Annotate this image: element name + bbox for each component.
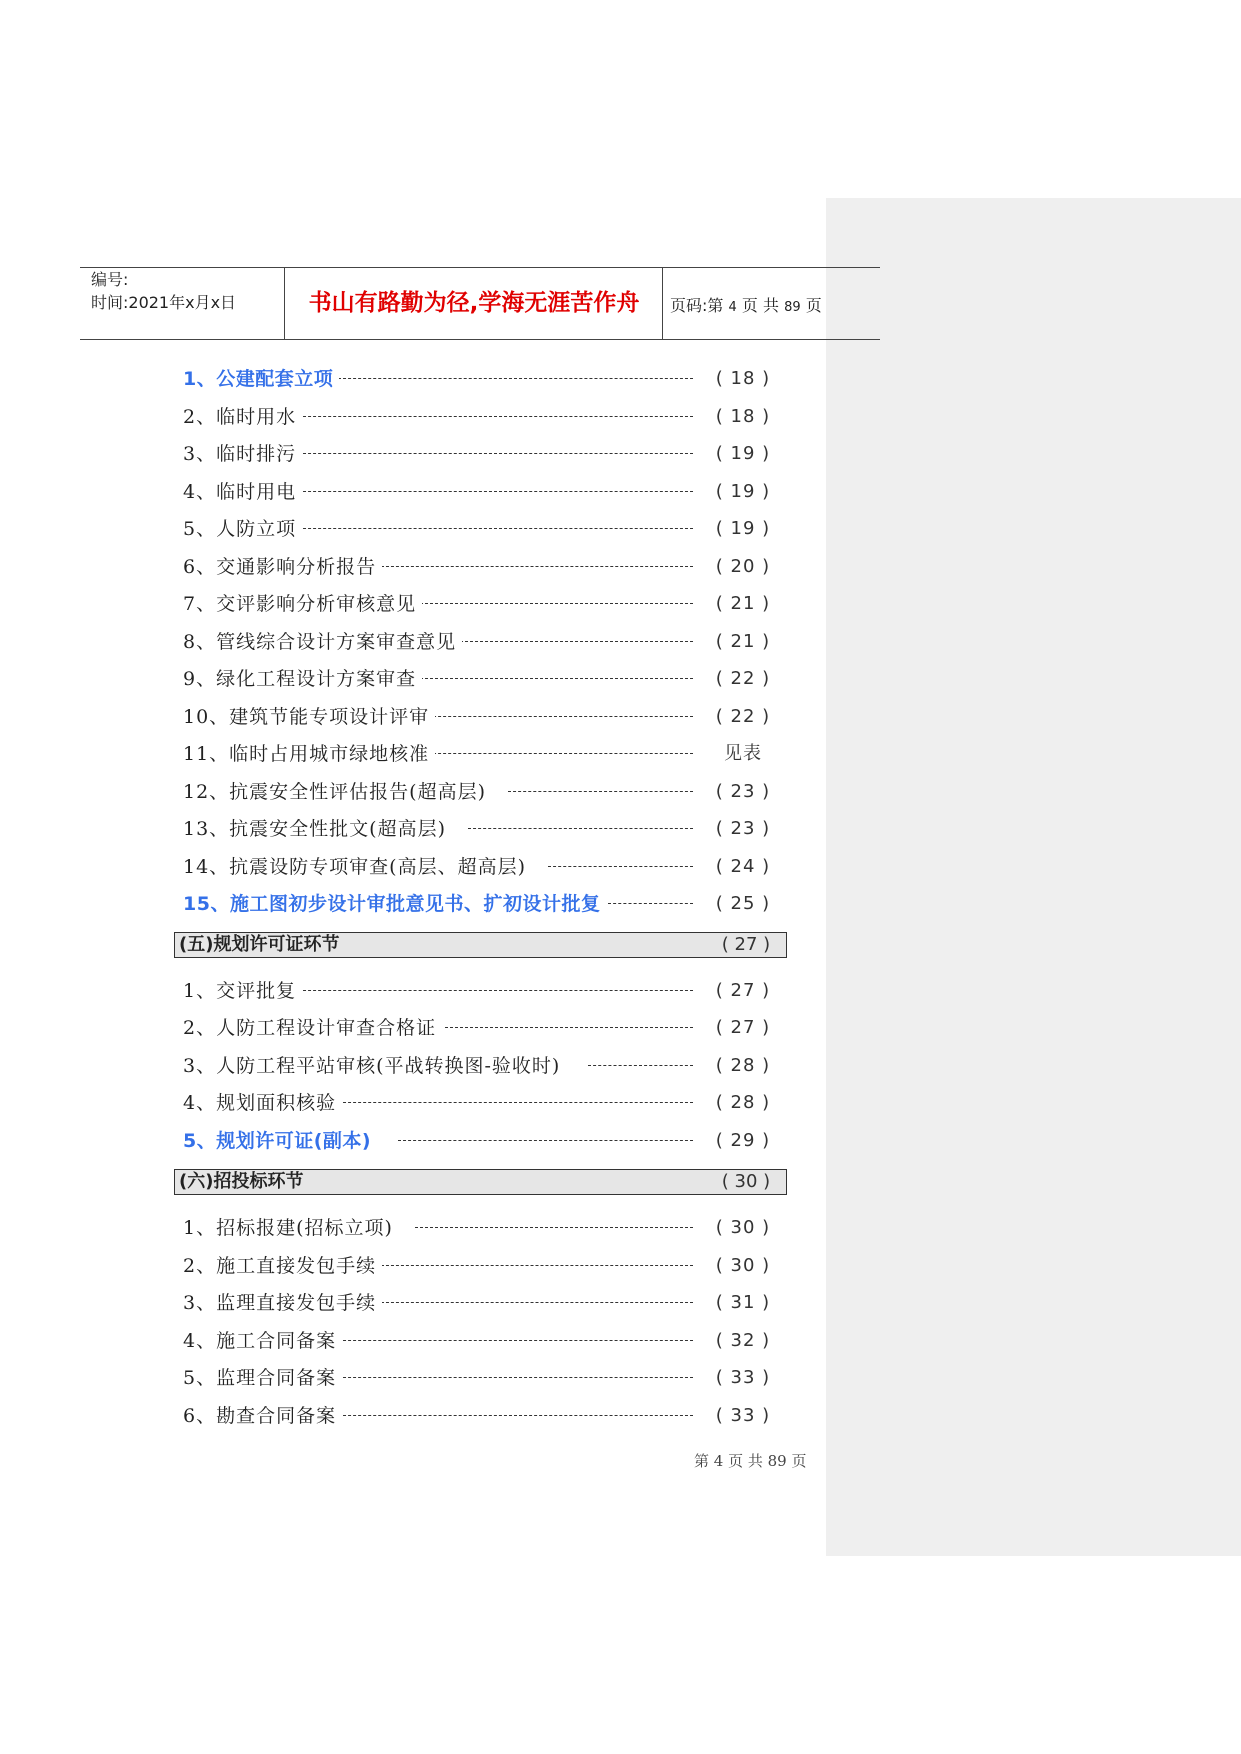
toc-leader — [298, 491, 693, 492]
toc-entry[interactable] — [183, 664, 783, 694]
toc-entry-page: ( 24 ) — [715, 856, 771, 877]
toc-entry[interactable] — [183, 814, 783, 844]
toc-entry[interactable] — [183, 1251, 783, 1281]
toc-leader — [588, 1065, 693, 1066]
section-page: ( 27 ) — [721, 934, 771, 955]
toc-entry-label: 10、建筑节能专项设计评审 — [183, 702, 435, 732]
toc-leader — [376, 566, 693, 567]
toc-entry[interactable] — [183, 1401, 783, 1431]
toc-entry[interactable] — [183, 1213, 783, 1243]
toc-entry[interactable] — [183, 852, 783, 882]
toc-leader — [298, 990, 693, 991]
toc-entry-label: 4、临时用电 — [183, 477, 302, 507]
toc-entry[interactable] — [183, 364, 783, 394]
toc-entry-label: 3、监理直接发包手续 — [183, 1288, 382, 1318]
toc-leader — [298, 416, 693, 417]
toc-entry[interactable] — [183, 1088, 783, 1118]
section-heading[interactable] — [174, 932, 787, 958]
toc-leader — [508, 791, 693, 792]
toc-entry[interactable] — [183, 976, 783, 1006]
toc-entry-label: 5、人防立项 — [183, 514, 302, 544]
toc-entry-page: ( 33 ) — [715, 1367, 771, 1388]
toc-entry[interactable] — [183, 777, 783, 807]
page-footer: 第 4 页 共 89 页 — [694, 1452, 807, 1470]
toc-leader — [338, 1102, 693, 1103]
toc-entry-page: ( 23 ) — [715, 781, 771, 802]
toc-entry-label: 6、勘查合同备案 — [183, 1401, 342, 1431]
toc-entry-label: 15、施工图初步设计审批意见书、扩初设计批复 — [183, 889, 606, 919]
toc-entry-page: ( 29 ) — [715, 1130, 771, 1151]
toc-entry-label: 13、抗震安全性批文(超高层) — [183, 814, 452, 844]
toc-leader — [298, 453, 693, 454]
toc-entry-page: ( 30 ) — [715, 1217, 771, 1238]
toc-leader — [415, 678, 693, 679]
toc-leader — [398, 1140, 693, 1141]
toc-entry-page: ( 30 ) — [715, 1255, 771, 1276]
toc-entry-page: ( 21 ) — [715, 631, 771, 652]
toc-leader — [468, 828, 693, 829]
toc-leader — [445, 1027, 693, 1028]
toc-leader — [338, 1377, 693, 1378]
toc-entry-page: 见表 — [724, 743, 762, 764]
toc-leader — [338, 1340, 693, 1341]
toc-entry-page: ( 20 ) — [715, 556, 771, 577]
toc-leader — [428, 716, 693, 717]
toc-entry[interactable] — [183, 402, 783, 432]
toc-entry-label: 12、抗震安全性评估报告(超高层) — [183, 777, 492, 807]
toc-entry-page: ( 21 ) — [715, 593, 771, 614]
toc-leader — [445, 641, 693, 642]
toc-entry-page: ( 27 ) — [715, 1017, 771, 1038]
toc-leader — [415, 1227, 693, 1228]
toc-entry[interactable] — [183, 739, 783, 769]
toc-entry-page: ( 19 ) — [715, 481, 771, 502]
toc-leader — [608, 903, 693, 904]
toc-entry-page: ( 19 ) — [715, 443, 771, 464]
toc-entry-page: ( 28 ) — [715, 1092, 771, 1113]
toc-entry[interactable] — [183, 477, 783, 507]
toc-leader — [338, 378, 693, 379]
toc-entry[interactable] — [183, 1326, 783, 1356]
toc-entry-page: ( 19 ) — [715, 518, 771, 539]
toc-entry-page: ( 33 ) — [715, 1405, 771, 1426]
toc-entry-page: ( 32 ) — [715, 1330, 771, 1351]
toc-entry-page: ( 22 ) — [715, 668, 771, 689]
toc-entry-label: 1、公建配套立项 — [183, 364, 339, 394]
toc-entry-label: 2、人防工程设计审查合格证 — [183, 1013, 442, 1043]
toc-entry[interactable] — [183, 1288, 783, 1318]
toc-entry[interactable] — [183, 1126, 783, 1156]
toc-entry[interactable] — [183, 627, 783, 657]
toc-leader — [415, 603, 693, 604]
toc-entry-label: 9、绿化工程设计方案审查 — [183, 664, 422, 694]
toc-entry-label: 4、规划面积核验 — [183, 1088, 342, 1118]
toc-entry-label: 5、监理合同备案 — [183, 1363, 342, 1393]
toc-entry-page: ( 23 ) — [715, 818, 771, 839]
toc-entry[interactable] — [183, 1051, 783, 1081]
page-prefix: 页码:第 — [670, 296, 724, 315]
toc-entry-label: 14、抗震设防专项审查(高层、超高层) — [183, 852, 532, 882]
toc-entry-label: 7、交评影响分析审核意见 — [183, 589, 422, 619]
toc-entry[interactable] — [183, 514, 783, 544]
toc-entry[interactable] — [183, 889, 783, 919]
toc-leader — [548, 866, 693, 867]
toc-leader — [298, 528, 693, 529]
toc-entry-label: 6、交通影响分析报告 — [183, 552, 382, 582]
toc-entry-label: 2、施工直接发包手续 — [183, 1251, 382, 1281]
toc-entry-label: 8、管线综合设计方案审查意见 — [183, 627, 462, 657]
section-page: ( 30 ) — [721, 1171, 771, 1192]
toc-entry[interactable] — [183, 552, 783, 582]
toc-leader — [338, 1415, 693, 1416]
toc-entry-page: ( 18 ) — [715, 368, 771, 389]
time-label: 时间:2021年x月x日 — [91, 293, 237, 312]
toc-entry-label: 11、临时占用城市绿地核准 — [183, 739, 435, 769]
toc-entry-page: ( 22 ) — [715, 706, 771, 727]
toc-entry-label: 5、规划许可证(副本) — [183, 1126, 377, 1156]
toc-entry-page: ( 25 ) — [715, 893, 771, 914]
toc-entry[interactable] — [183, 1363, 783, 1393]
toc-entry[interactable] — [183, 589, 783, 619]
toc-entry-page: ( 18 ) — [715, 406, 771, 427]
page-total: 89 — [784, 300, 801, 315]
toc-entry-page: ( 31 ) — [715, 1292, 771, 1313]
toc-entry-label: 1、交评批复 — [183, 976, 302, 1006]
toc-entry[interactable] — [183, 702, 783, 732]
toc-entry-label: 2、临时用水 — [183, 402, 302, 432]
section-heading[interactable] — [174, 1169, 787, 1195]
header-motto: 书山有路勤为径,学海无涯苦作舟 — [308, 290, 640, 316]
toc-entry-label: 1、招标报建(招标立项) — [183, 1213, 399, 1243]
toc-entry-page: ( 28 ) — [715, 1055, 771, 1076]
toc-entry-page: ( 27 ) — [715, 980, 771, 1001]
page-mid: 页 共 — [741, 296, 779, 315]
page-suffix: 页 — [805, 296, 822, 315]
toc-entry[interactable] — [183, 439, 783, 469]
toc-entry-label: 3、人防工程平站审核(平战转换图-验收时) — [183, 1051, 566, 1081]
number-label: 编号: — [91, 270, 129, 289]
toc-entry-label: 3、临时排污 — [183, 439, 302, 469]
toc-entry[interactable] — [183, 1013, 783, 1043]
section-title: (六)招投标环节 — [179, 1171, 304, 1192]
toc-leader — [428, 753, 693, 754]
toc-leader — [376, 1265, 693, 1266]
section-title: (五)规划许可证环节 — [179, 934, 340, 955]
toc-leader — [376, 1302, 693, 1303]
page-current: 4 — [728, 300, 737, 315]
toc-entry-label: 4、施工合同备案 — [183, 1326, 342, 1356]
